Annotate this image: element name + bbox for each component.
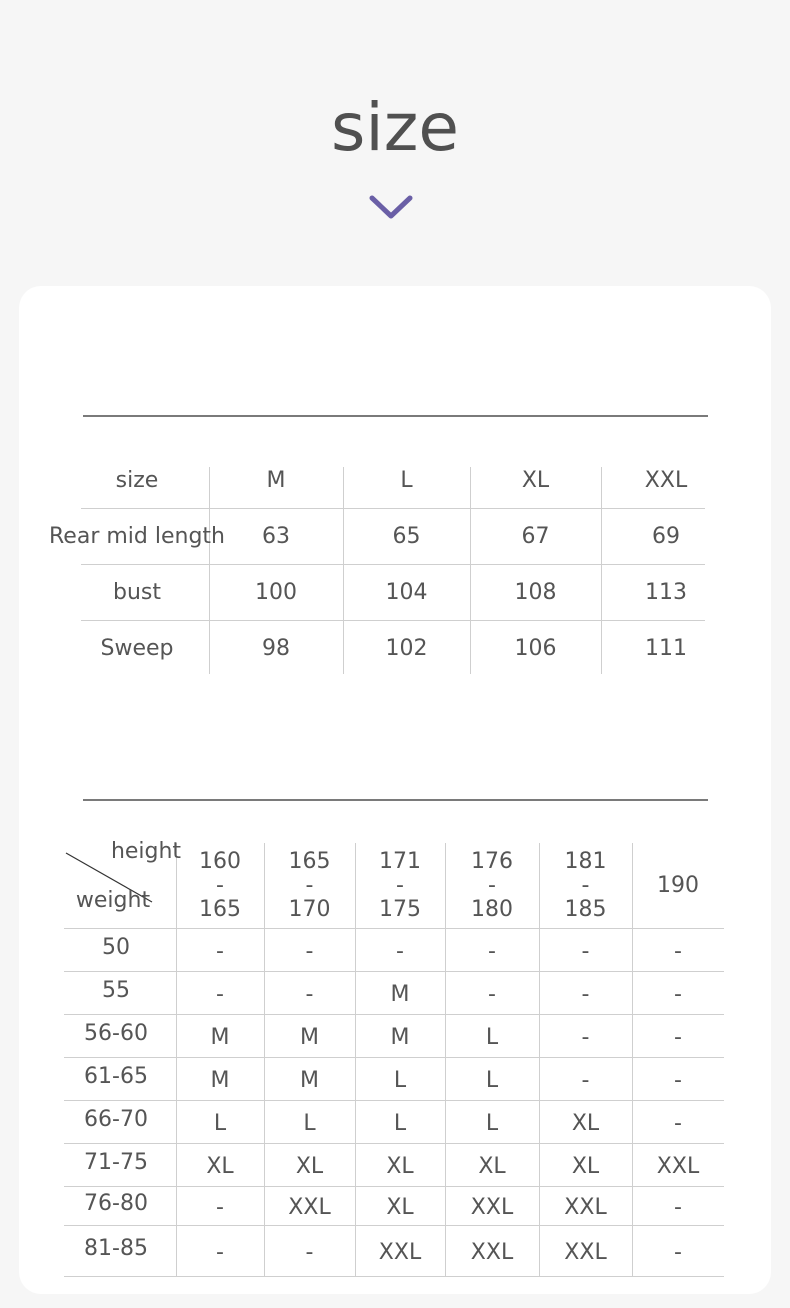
table-cell: XXL: [288, 1195, 331, 1220]
table-cell: 98: [262, 635, 290, 661]
height-range-part: 185: [564, 896, 607, 922]
height-range-part: 165: [199, 896, 241, 922]
table-cell: XL: [386, 1195, 414, 1220]
height-range-part: -: [396, 872, 404, 898]
column-header: [176, 843, 264, 928]
height-range-part: 175: [379, 896, 421, 922]
table-cell: -: [581, 1025, 590, 1050]
table-cell: 63: [262, 523, 290, 549]
weight-label: 55: [102, 978, 130, 1003]
table-cell: Rear mid length: [49, 523, 225, 549]
table-cell: XXL: [470, 1240, 514, 1265]
table-cell: -: [216, 939, 224, 964]
table-cell: XXL: [470, 1195, 514, 1220]
table-cell: XXL: [378, 1240, 422, 1265]
height-range-part: 181: [564, 848, 607, 874]
weight-label: 71-75: [84, 1150, 148, 1175]
height-range-part: -: [488, 872, 496, 898]
table-cell: -: [216, 1195, 224, 1220]
table-cell: M: [390, 982, 410, 1007]
table-cell: 100: [255, 579, 297, 605]
column-header: XL: [521, 467, 550, 493]
column-header: [445, 843, 539, 928]
column-header: [539, 843, 632, 928]
table-cell: L: [485, 1111, 499, 1136]
weight-label: 56-60: [84, 1021, 148, 1046]
height-range-part: 171: [379, 848, 421, 874]
column-header: [355, 843, 445, 928]
corner-label-weight: weight: [75, 887, 151, 913]
table-cell: M: [210, 1068, 230, 1093]
height-range-part: 170: [288, 896, 331, 922]
table-cell: 67: [521, 523, 550, 549]
column-header: XXL: [644, 467, 688, 493]
table-cell: 108: [514, 579, 557, 605]
table-cell: -: [305, 1240, 314, 1265]
table-cell: -: [216, 982, 224, 1007]
table-cell: Sweep: [100, 635, 174, 661]
weight-label: 66-70: [84, 1107, 148, 1132]
height-range-part: 160: [199, 848, 241, 874]
table-cell: 102: [385, 635, 428, 661]
table-cell: 65: [392, 523, 421, 549]
column-header: [264, 843, 355, 928]
weight-label: 76-80: [84, 1191, 148, 1216]
table-cell: L: [393, 1068, 407, 1093]
column-header: L: [400, 467, 413, 493]
table-cell: -: [674, 1025, 682, 1050]
height-range-part: 180: [471, 896, 513, 922]
table-cell: -: [674, 1195, 682, 1220]
table-cell: -: [488, 939, 496, 964]
height-range-part: -: [581, 872, 590, 898]
table-cell: L: [485, 1068, 499, 1093]
table-cell: bust: [113, 579, 161, 605]
table-cell: XXL: [656, 1154, 700, 1179]
table-cell: XL: [206, 1154, 234, 1179]
weight-label: 61-65: [84, 1064, 148, 1089]
table-cell: L: [303, 1111, 316, 1136]
table-cell: -: [305, 982, 314, 1007]
weight-label: 50: [102, 935, 130, 960]
column-header: M: [266, 467, 286, 493]
table-cell: M: [300, 1025, 319, 1050]
height-range-part: 165: [288, 848, 331, 874]
table-cell: -: [581, 982, 590, 1007]
table-cell: -: [216, 1240, 224, 1265]
column-header-size: size: [115, 467, 159, 493]
height-range-part: 190: [657, 872, 699, 898]
table-cell: 69: [652, 523, 680, 549]
table-cell: XXL: [564, 1240, 607, 1265]
table-cell: -: [674, 1111, 682, 1136]
table-cell: 104: [385, 579, 428, 605]
table-cell: -: [674, 982, 682, 1007]
table-cell: -: [674, 1068, 682, 1093]
table-cell: 113: [645, 579, 687, 605]
table-cell: XL: [571, 1154, 600, 1179]
table-cell: XXL: [564, 1195, 607, 1220]
height-range-part: 176: [471, 848, 513, 874]
table-cell: XL: [295, 1154, 324, 1179]
table-cell: -: [305, 939, 314, 964]
table-cell: 111: [645, 635, 687, 661]
table-cell: -: [674, 1240, 682, 1265]
table-cell: XL: [478, 1154, 506, 1179]
page-title: size: [331, 89, 459, 166]
table-cell: -: [581, 1068, 590, 1093]
corner-label-height: height: [110, 838, 182, 864]
table-cell: L: [485, 1025, 499, 1050]
height-range-part: -: [216, 872, 224, 898]
table-cell: XL: [571, 1111, 600, 1136]
table-cell: -: [488, 982, 496, 1007]
table-cell: XL: [386, 1154, 414, 1179]
table-cell: L: [213, 1111, 227, 1136]
table-cell: -: [581, 939, 590, 964]
column-header: [632, 843, 724, 928]
table-cell: -: [674, 939, 682, 964]
height-range-part: -: [305, 872, 314, 898]
table-cell: M: [300, 1068, 319, 1093]
table-cell: L: [393, 1111, 407, 1136]
table-cell: 106: [514, 635, 557, 661]
weight-label: 81-85: [84, 1236, 148, 1261]
table-cell: -: [396, 939, 404, 964]
table-cell: M: [390, 1025, 410, 1050]
table-cell: M: [210, 1025, 230, 1050]
